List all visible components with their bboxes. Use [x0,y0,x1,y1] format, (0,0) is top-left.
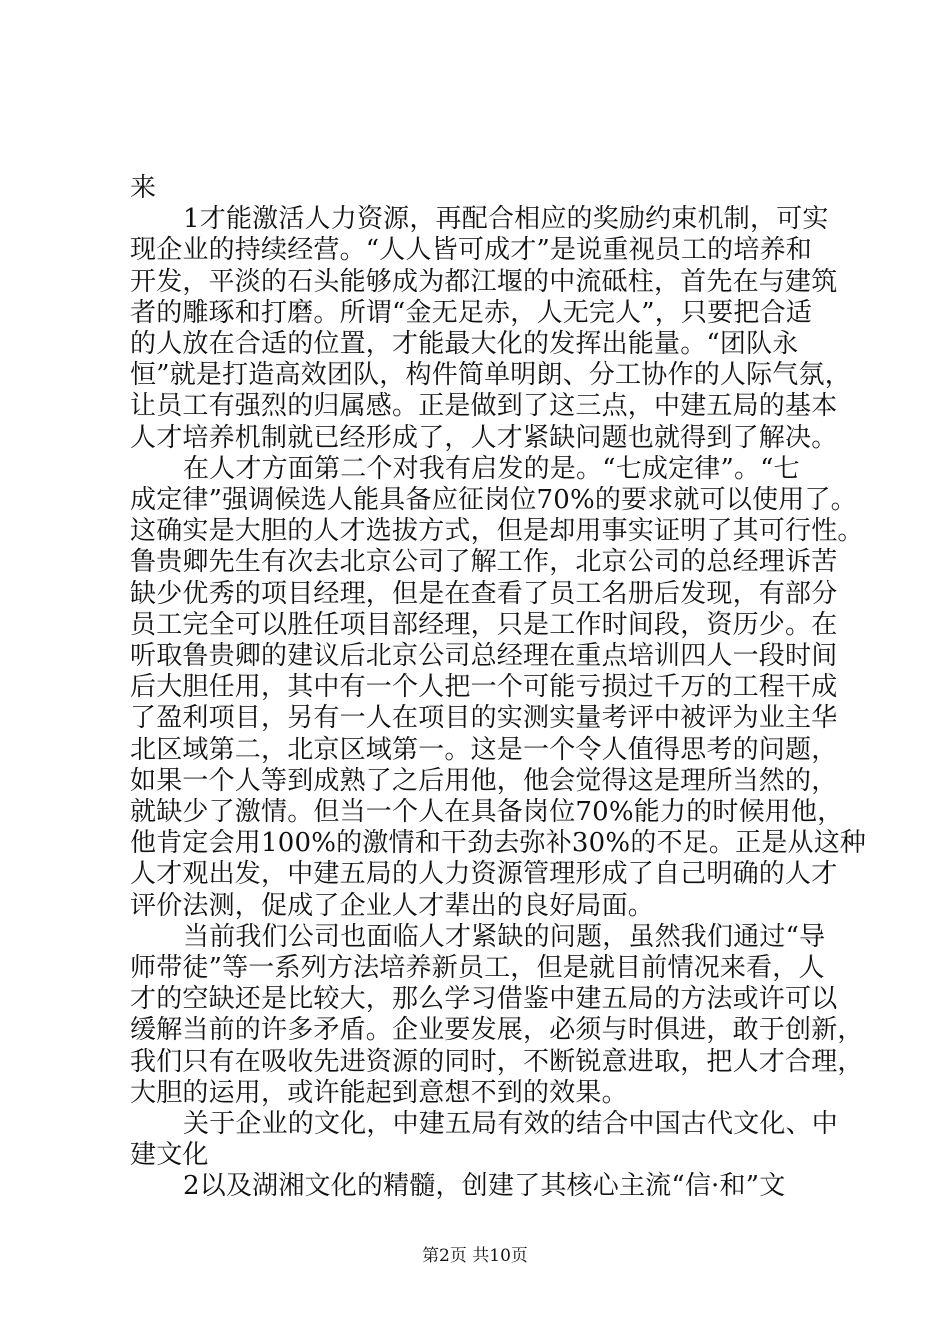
text-line: 的人放在合适的位置，才能最大化的发挥出能量。“团队永 [130,329,799,359]
text-line: 人才培养机制就已经形成了，人才紧缺问题也就得到了解决。 [130,422,838,453]
text-line: 师带徒”等一系列方法培养新员工，但是就目前情况来看，人 [130,953,825,983]
text-line: 就缺少了激情。但当一个人在具备岗位70%能力的时候用他， [130,797,844,827]
text-line: 在人才方面第二个对我有启发的是。“七成定律”。“七 [183,453,800,484]
text-line: 关于企业的文化，中建五局有效的结合中国古代文化、中 [183,1109,839,1139]
text-line: 人才观出发，中建五局的人力资源管理形成了自己明确的人才 [130,859,838,890]
text-line: 缓解当前的许多矛盾。企业要发展，必须与时俱进，敢于创新， [130,1015,864,1046]
text-line: 开发，平淡的石头能够成为都江堰的中流砥柱，首先在与建筑 [130,266,838,297]
text-line: 我们只有在吸收先进资源的同时，不断锐意进取，把人才合理， [130,1046,864,1077]
page-footer: 第2页 共10页 [422,1246,528,1266]
text-line: 北区域第二，北京区域第一。这是一个令人值得思考的问题， [130,734,838,765]
text-line: 来 [130,173,157,203]
text-line: 成定律”强调候选人能具备应征岗位70%的要求就可以使用了。 [130,485,857,515]
text-line: 鲁贵卿先生有次去北京公司了解工作，北京公司的总经理诉苦 [130,547,838,578]
text-line: 评价法测，促成了企业人才辈出的良好局面。 [130,890,655,921]
text-line: 才的空缺还是比较大，那么学习借鉴中建五局的方法或许可以 [130,984,838,1015]
text-line: 恒”就是打造高效团队，构件简单明朗、分工协作的人际气氛， [130,360,851,391]
text-line: 他肯定会用100%的激情和干劲去弥补30%的不足。正是从这种 [130,828,867,859]
text-line: 大胆的运用，或许能起到意想不到的效果。 [130,1077,628,1108]
text-line: 员工完全可以胜任项目部经理，只是工作时间段，资历少。在 [130,609,838,640]
text-line: 听取鲁贵卿的建议后北京公司总经理在重点培训四人一段时间 [130,641,838,671]
text-line: 2以及湖湘文化的精髓，创建了其核心主流“信·和”文 [183,1171,786,1202]
text-line: 这确实是大胆的人才选拔方式，但是却用事实证明了其可行性。 [130,516,864,547]
text-line: 者的雕琢和打磨。所谓“金无足赤，人无完人”，只要把合适 [130,297,812,328]
text-line: 建文化 [130,1140,209,1171]
text-line: 让员工有强烈的归属感。正是做到了这三点，中建五局的基本 [130,391,838,422]
text-line: 现企业的持续经营。“人人皆可成才”是说重视员工的培养和 [130,235,812,266]
text-line: 1才能激活人力资源，再配合相应的奖励约束机制，可实 [183,204,829,235]
text-line: 后大胆任用，其中有一个人把一个可能亏损过千万的工程干成 [130,672,838,703]
text-line: 如果一个人等到成熟了之后用他，他会觉得这是理所当然的， [130,765,838,796]
text-line: 当前我们公司也面临人才紧缺的问题，虽然我们通过“导 [183,921,826,952]
text-line: 了盈利项目，另有一人在项目的实测实量考评中被评为业主华 [130,703,838,734]
text-line: 缺少优秀的项目经理，但是在查看了员工名册后发现，有部分 [130,578,838,609]
